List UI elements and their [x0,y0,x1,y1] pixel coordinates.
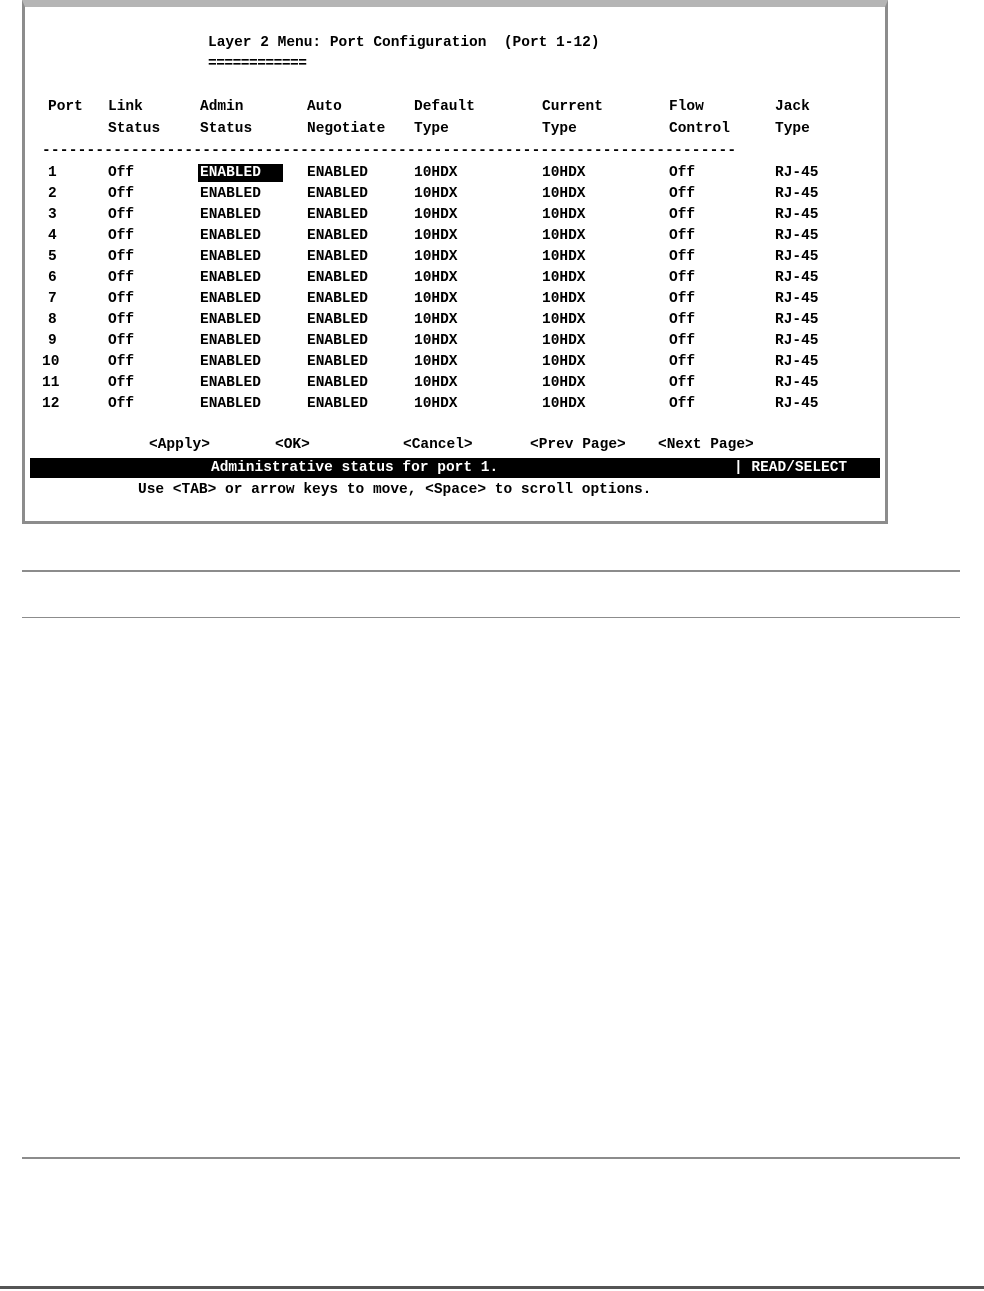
default-type-field[interactable]: 10HDX [414,375,458,391]
auto-negotiate-field[interactable]: ENABLED [307,249,368,265]
table-row [30,374,880,395]
flow-control-field[interactable]: Off [669,375,696,391]
jack-type: RJ-45 [775,270,819,286]
admin-status-field[interactable]: ENABLED [200,291,261,307]
header-current: Current [542,99,603,115]
default-type-field[interactable]: 10HDX [414,270,458,286]
status-bar [30,458,880,478]
current-type: 10HDX [542,228,586,244]
header-link: Link [108,99,143,115]
admin-status-field[interactable]: ENABLED [200,270,261,286]
jack-type: RJ-45 [775,186,819,202]
default-type-field[interactable]: 10HDX [414,228,458,244]
port-number: 12 [42,396,60,412]
port-number: 10 [42,354,60,370]
current-type: 10HDX [542,270,586,286]
current-type: 10HDX [542,354,586,370]
header-flow: Flow [669,99,704,115]
default-type-field[interactable]: 10HDX [414,333,458,349]
current-type: 10HDX [542,375,586,391]
status-message: Administrative status for port 1. [211,460,499,476]
table-row [30,248,880,269]
flow-control-field[interactable]: Off [669,186,696,202]
header-default-2: Type [414,121,449,137]
terminal-window [22,0,888,524]
prev-page-button[interactable]: <Prev Page> [530,437,626,453]
current-type: 10HDX [542,207,586,223]
port-number: 3 [48,207,57,223]
default-type-field[interactable]: 10HDX [414,291,458,307]
admin-status-field[interactable]: ENABLED [200,396,261,412]
link-status: Off [108,333,135,349]
auto-negotiate-field[interactable]: ENABLED [307,291,368,307]
port-number: 6 [48,270,57,286]
port-number: 2 [48,186,57,202]
jack-type: RJ-45 [775,228,819,244]
table-row [30,227,880,248]
link-status: Off [108,186,135,202]
status-mode: | READ/SELECT [734,460,848,476]
link-status: Off [108,354,135,370]
header-jack-2: Type [775,121,810,137]
current-type: 10HDX [542,291,586,307]
flow-control-field[interactable]: Off [669,165,696,181]
default-type-field[interactable]: 10HDX [414,312,458,328]
jack-type: RJ-45 [775,207,819,223]
table-row [30,290,880,311]
header-admin-2: Status [200,121,253,137]
auto-negotiate-field[interactable]: ENABLED [307,375,368,391]
admin-status-field[interactable]: ENABLED [200,249,261,265]
port-number: 11 [42,375,60,391]
next-page-button[interactable]: <Next Page> [658,437,754,453]
default-type-field[interactable]: 10HDX [414,186,458,202]
port-number: 7 [48,291,57,307]
header-default: Default [414,99,475,115]
table-row [30,395,880,416]
link-status: Off [108,291,135,307]
section-divider-mid [22,617,960,618]
auto-negotiate-field[interactable]: ENABLED [307,312,368,328]
link-status: Off [108,270,135,286]
link-status: Off [108,249,135,265]
current-type: 10HDX [542,186,586,202]
flow-control-field[interactable]: Off [669,228,696,244]
ok-button[interactable]: <OK> [275,437,310,453]
current-type: 10HDX [542,396,586,412]
default-type-field[interactable]: 10HDX [414,354,458,370]
auto-negotiate-field[interactable]: ENABLED [307,270,368,286]
link-status: Off [108,228,135,244]
port-number: 8 [48,312,57,328]
table-row [30,164,880,185]
header-admin: Admin [200,99,244,115]
cancel-button[interactable]: <Cancel> [403,437,473,453]
header-current-2: Type [542,121,577,137]
table-row [30,185,880,206]
header-flow-2: Control [669,121,730,137]
header-separator: ------------------------------------------------------------------------------ [42,143,737,159]
jack-type: RJ-45 [775,165,819,181]
apply-button[interactable]: <Apply> [149,437,210,453]
admin-status-field[interactable]: ENABLED [200,333,261,349]
flow-control-field[interactable]: Off [669,354,696,370]
admin-status-field[interactable]: ENABLED [200,375,261,391]
port-number: 4 [48,228,57,244]
jack-type: RJ-45 [775,396,819,412]
flow-control-field[interactable]: Off [669,333,696,349]
port-number: 5 [48,249,57,265]
flow-control-field[interactable]: Off [669,207,696,223]
default-type-field[interactable]: 10HDX [414,396,458,412]
auto-negotiate-field[interactable]: ENABLED [307,354,368,370]
link-status: Off [108,375,135,391]
jack-type: RJ-45 [775,333,819,349]
auto-negotiate-field[interactable]: ENABLED [307,333,368,349]
auto-negotiate-field[interactable]: ENABLED [307,165,368,181]
auto-negotiate-field[interactable]: ENABLED [307,228,368,244]
link-status: Off [108,312,135,328]
admin-status-field[interactable]: ENABLED [200,186,261,202]
default-type-field[interactable]: 10HDX [414,165,458,181]
default-type-field[interactable]: 10HDX [414,249,458,265]
default-type-field[interactable]: 10HDX [414,207,458,223]
admin-status-field[interactable]: ENABLED [198,164,283,182]
table-row [30,311,880,332]
help-text: Use <TAB> or arrow keys to move, <Space> to scroll options. [138,482,652,498]
table-row [30,269,880,290]
page-footer-rule [0,1286,984,1289]
port-number: 1 [48,165,57,181]
flow-control-field[interactable]: Off [669,396,696,412]
link-status: Off [108,207,135,223]
section-divider-lower [22,1157,960,1159]
link-status: Off [108,165,135,181]
current-type: 10HDX [542,333,586,349]
current-type: 10HDX [542,249,586,265]
flow-control-field[interactable]: Off [669,291,696,307]
header-port: Port [48,99,83,115]
current-type: 10HDX [542,312,586,328]
jack-type: RJ-45 [775,291,819,307]
table-row [30,353,880,374]
auto-negotiate-field[interactable]: ENABLED [307,207,368,223]
auto-negotiate-field[interactable]: ENABLED [307,186,368,202]
header-auto-2: Negotiate [307,121,386,137]
screen-title: Layer 2 Menu: Port Configuration (Port 1-12) [208,35,600,51]
jack-type: RJ-45 [775,375,819,391]
table-row [30,332,880,353]
screen-title-underline: ============ [208,56,307,72]
section-divider-top [22,570,960,572]
header-jack: Jack [775,99,810,115]
terminal-screen [30,11,880,517]
current-type: 10HDX [542,165,586,181]
admin-status-field[interactable]: ENABLED [200,207,261,223]
header-link-2: Status [108,121,161,137]
admin-status-field[interactable]: ENABLED [200,354,261,370]
flow-control-field[interactable]: Off [669,312,696,328]
admin-status-field[interactable]: ENABLED [200,228,261,244]
auto-negotiate-field[interactable]: ENABLED [307,396,368,412]
jack-type: RJ-45 [775,312,819,328]
table-row [30,206,880,227]
link-status: Off [108,396,135,412]
flow-control-field[interactable]: Off [669,270,696,286]
admin-status-field[interactable]: ENABLED [200,312,261,328]
jack-type: RJ-45 [775,354,819,370]
header-auto: Auto [307,99,342,115]
jack-type: RJ-45 [775,249,819,265]
port-number: 9 [48,333,57,349]
flow-control-field[interactable]: Off [669,249,696,265]
